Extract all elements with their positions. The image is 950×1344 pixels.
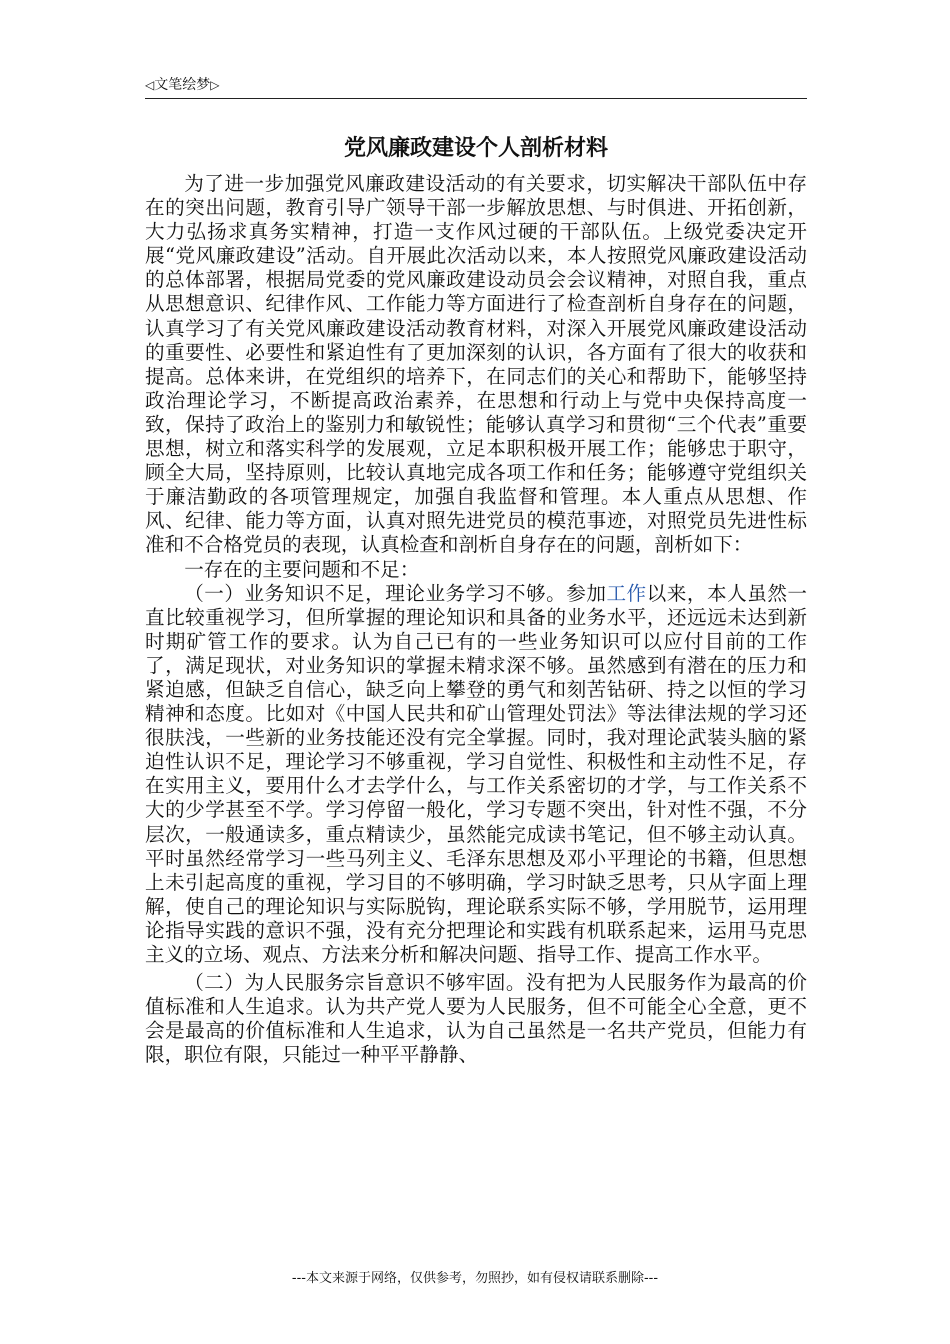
item-1-paragraph [145,582,807,968]
right-triangle-icon: ▷ [210,78,220,92]
item-1-text-start: （一）业务知识不足，理论业务学习不够。参加 [184,581,607,605]
page-footer: ---本文来源于网络，仅供参考，勿照抄，如有侵权请联系删除--- [291,1271,659,1286]
document-title: 党风廉政建设个人剖析材料 [343,136,608,161]
item-2-paragraph: （二）为人民服务宗旨意识不够牢固。没有把为人民服务作为最高的价值标准和人生追求。认为共产党人要为人民服务，但不可能全心全意，更不会是最高的价值标准和人生追求，认为自己虽然是一名共产党员，但能力有限，职位有限，只能过一种平平静静、 [145,971,807,1067]
page-header [145,76,807,99]
item-1-text-rest: 以来，本人虽然一直比较重视学习，但所掌握的理论知识和具备的业务水平，还远远未达到新时期矿管工作的要求。认为自己已有的一些业务知识可以应付目前的工作了，满足现状，对业务知识的掌握未精求深不够。虽然感到有潜在的压力和紧迫感，但缺乏自信心，缺乏向上攀登的勇气和刻苦钻研、持之以恒的学习精神和态度。比如对《中国人民共和矿山管理处罚法》等法律法规的学习还很肤浅，一些新的业务技能还没有完全掌握。同时，我对理论武装头脑的紧迫性认识不足，理论学习不够重视，学习自觉性、积极性和主动性不足，存在实用主义，要用什么才去学什么，与工作关系密切的才学，与工作关系不大的少学甚至不学。学习停留一般化，学习专题不突出，针对性不强，不分层次，一般通读多，重点精读少，虽然能完成读书笔记，但不够主动认真。平时虽然经常学习一些马列主义、毛泽东思想及邓小平理论的书籍，但思想上未引起高度的重视，学习目的不够明确，学习时缺乏思考，只从字面上理解，使自己的理论知识与实际脱钩，理论联系实际不够，学用脱节，运用理论指导实践的意识不强，没有充分把理论和实践有机联系起来，运用马克思主义的立场、观点、方法来分析和解决问题、指导工作、提高工作水平。 [145,581,808,966]
left-triangle-icon: ◁ [145,78,155,92]
header-brand: 文笔绘梦 [154,77,211,93]
intro-paragraph: 为了进一步加强党风廉政建设活动的有关要求，切实解决干部队伍中存在的突出问题，教育引导广领导干部一步解放思想、与时俱进、开拓创新，大力弘扬求真务实精神，打造一支作风过硬的干部队伍。上级党委决定开展“党风廉政建设”活动。自开展此次活动以来，本人按照党风廉政建设活动的总体部署，根据局党委的党风廉政建设动员会会议精神，对照自我，重点从思想意识、纪律作风、工作能力等方面进行了检查剖析自身存在的问题，认真学习了有关党风廉政建设活动教育材料，对深入开展党风廉政建设活动的重要性、必要性和紧迫性有了更加深刻的认识，各方面有了很大的收获和提高。总体来讲，在党组织的培养下，在同志们的关心和帮助下，能够坚持政治理论学习，不断提高政治素养，在思想和行动上与党中央保持高度一致，保持了政治上的鉴别力和敏锐性；能够认真学习和贯彻“三个代表”重要思想，树立和落实科学的发展观，立足本职积极开展工作；能够忠于职守，顾全大局，坚持原则，比较认真地完成各项工作和任务；能够遵守党组织关于廉洁勤政的各项管理规定，加强自我监督和管理。本人重点从思想、作风、纪律、能力等方面，认真对照先进党员的模范事迹，对照党员先进性标准和不合格党员的表现，认真检查和剖析自身存在的问题，剖析如下： [145,172,807,557]
section-heading: 一存在的主要问题和不足： [184,557,420,581]
document-body [145,172,807,1067]
work-link[interactable]: 工作 [606,581,647,605]
